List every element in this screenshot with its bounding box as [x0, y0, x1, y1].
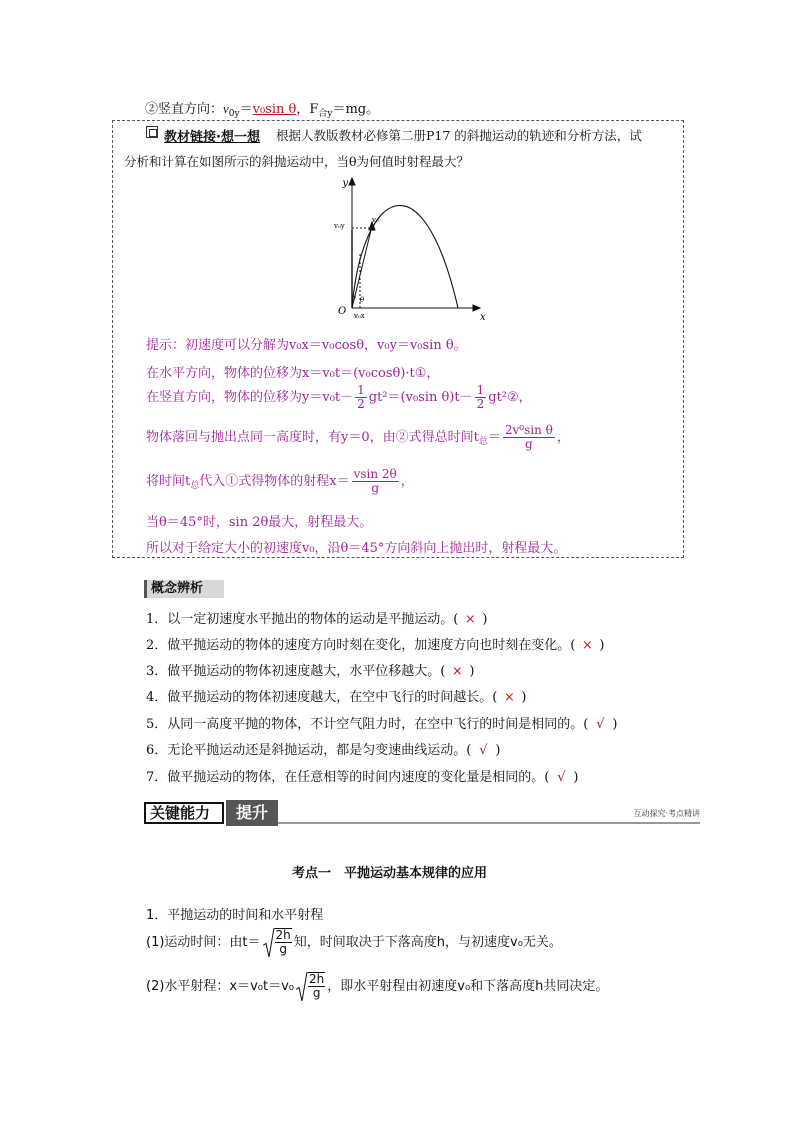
half-fraction-2: $\frac{1}{2}$: [476, 383, 485, 411]
banner-note: 互动探究·考点精讲: [633, 809, 700, 818]
question-line-2: 分析和计算在如图所示的斜抛运动中，当θ为何值时射程最大？: [124, 154, 470, 169]
link-box-icon: [146, 126, 158, 138]
check-mark: √: [557, 770, 566, 785]
key-ability-banner: [144, 800, 700, 826]
concept-item-1: 1．以一定初速度水平抛出的物体的运动是平抛运动。( × ): [146, 612, 488, 627]
trajectory: [352, 205, 458, 308]
fig-v0y-label: v₀y: [334, 222, 345, 230]
banner-rule: [278, 822, 700, 824]
v0-sin-theta: v₀sin θ: [252, 102, 297, 117]
banner-left-label: 关键能力: [144, 802, 224, 824]
check-mark: √: [479, 743, 488, 758]
cross-mark: ×: [464, 612, 476, 627]
hint-line-1: 提示：初速度可以分解为v₀x＝v₀cosθ，v₀y＝v₀sin θ。: [146, 338, 467, 353]
concept-item-2: 2．做平抛运动的物体的速度方向时刻在变化，加速度方向也时刻在变化。( × ): [146, 638, 605, 653]
range-fraction: $\frac{vsin 2\theta}{g}$: [353, 467, 397, 495]
half-fraction-1: $\frac{1}{2}$: [357, 383, 365, 411]
concept-item-5: 5．从同一高度平抛的物体，不计空气阻力时，在空中飞行的时间是相同的。( √ ): [146, 717, 618, 732]
link-box-title: 教材链接·想一想: [164, 130, 260, 145]
section-heading: 考点一 平抛运动基本规律的应用: [292, 866, 488, 881]
sqrt-2h-over-g-2: $\frac{2h}{g}$: [296, 972, 325, 1001]
horizontal-range-item: (2)水平射程：x＝v₀t＝v₀ $\frac{2h}{g}$ ，即水平射程由初速度v₀和下落高度h共同决定。: [146, 972, 609, 1000]
fig-theta-label: θ: [360, 296, 365, 304]
projectile-figure: [330, 172, 490, 322]
cross-mark: ×: [451, 664, 463, 679]
concept-tag: 概念辨析: [144, 580, 224, 598]
fig-x-label: x: [480, 312, 486, 322]
subsection-title: 1．平抛运动的时间和水平射程: [146, 908, 324, 923]
hint-line-5: 将时间$t_总$代入①式得物体的射程x＝ $\frac{vsin 2\theta}{g}$ ，: [146, 467, 414, 495]
concept-item-6: 6．无论平抛运动还是斜抛运动，都是匀变速曲线运动。( √ ): [146, 743, 501, 758]
hint-line-6: 当θ＝45°时，sin 2θ最大，射程最大。: [146, 515, 373, 530]
fig-y-label: y: [342, 178, 348, 189]
fig-origin-label: O: [338, 306, 347, 317]
cross-mark: ×: [581, 638, 593, 653]
hint-line-7: 所以对于给定大小的初速度v₀，沿θ＝45°方向斜向上抛出时，射程最大。: [146, 541, 567, 556]
hint-line-3: 在竖直方向，物体的位移为y＝v₀t－ $\frac{1}{2}$ gt²＝(v₀sin θ)t－ $\frac{1}{2}$ gt²②，: [146, 383, 532, 411]
fig-v0x-label: v₀x: [354, 312, 365, 320]
sqrt-2h-over-g: $\frac{2h}{g}$: [263, 928, 292, 957]
hint-line-2: 在水平方向，物体的位移为x＝v₀t＝(v₀cosθ)·t①，: [146, 366, 440, 381]
hint-line-4: 物体落回与抛出点同一高度时，有y＝0，由②式得总时间$t_总=$ $\frac{\text{2v⁰sin θ}}{g}$ ，: [146, 423, 570, 451]
y-arrow: [349, 178, 355, 185]
cross-mark: ×: [503, 690, 515, 705]
x-arrow: [473, 305, 480, 311]
check-mark: √: [596, 717, 605, 732]
motion-time-item: (1)运动时间：由t＝ $\frac{2h}{g}$ 知，时间取决于下落高度h，与初速度v₀无关。: [146, 928, 562, 956]
vertical-direction-line: ②竖直方向：$v_{0y}=v_0\sin$ θ，$F_{合y}=mg$。: [145, 101, 380, 119]
concept-item-3: 3．做平抛运动的物体初速度越大，水平位移越大。( × ): [146, 664, 475, 679]
total-time-fraction: $\frac{\text{2v⁰sin θ}}{g}$: [504, 423, 553, 451]
concept-item-7: 7．做平抛运动的物体，在任意相等的时间内速度的变化量是相同的。( √ ): [146, 770, 579, 785]
question-line-1: 根据人教版教材必修第二册P17 的斜抛运动的轨迹和分析方法，试: [276, 128, 642, 143]
fig-v0-label: v₀: [372, 216, 379, 224]
banner-right-box: 提升: [226, 800, 278, 826]
concept-item-4: 4．做平抛运动的物体初速度越大，在空中飞行的时间越长。( × ): [146, 690, 527, 705]
